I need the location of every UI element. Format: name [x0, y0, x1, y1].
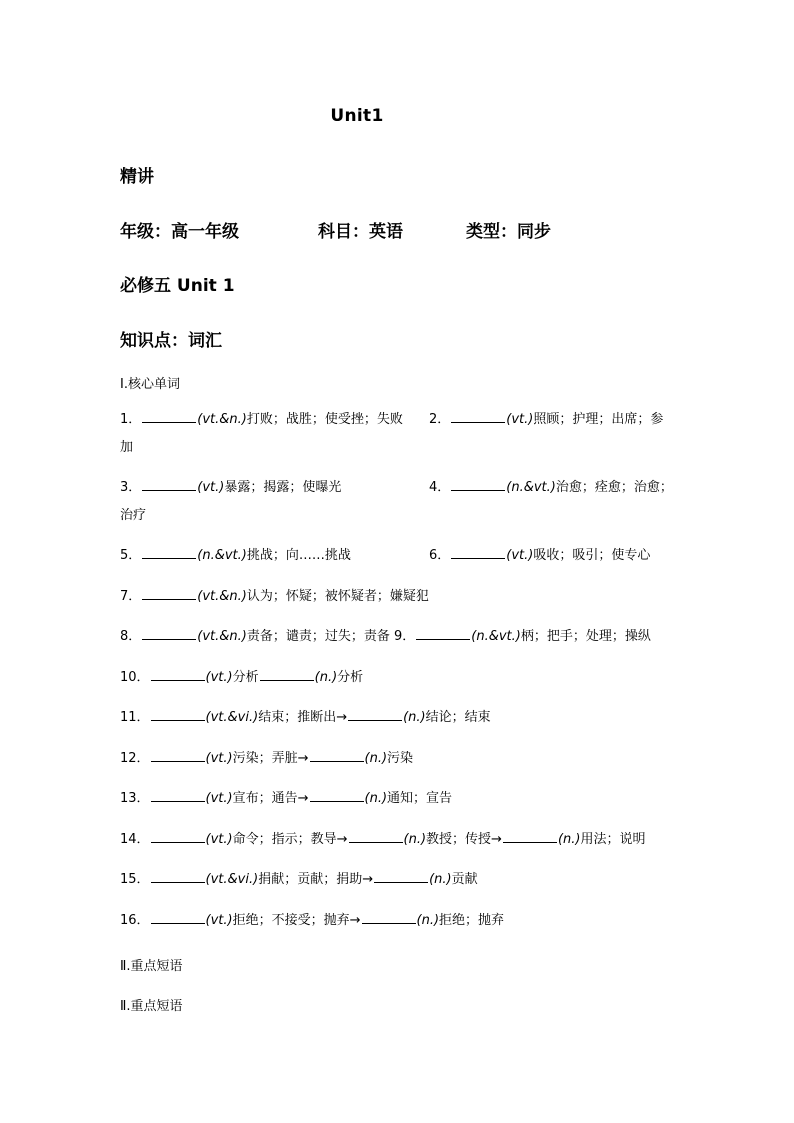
answer-blank[interactable] — [151, 789, 205, 802]
answer-blank[interactable] — [451, 478, 505, 491]
answer-blank[interactable] — [142, 587, 196, 600]
item-number: 11． — [120, 710, 150, 725]
item-number: 10． — [120, 670, 150, 685]
item-number: 13． — [120, 791, 150, 806]
answer-blank[interactable] — [142, 627, 196, 640]
meaning: 暴露；揭露；使曝光 — [224, 480, 342, 495]
answer-blank[interactable] — [374, 870, 428, 883]
part-of-speech: (n.) — [429, 872, 452, 887]
section-key-phrases: Ⅱ.重点短语 — [120, 959, 183, 974]
heading-jingjiang: 精讲 — [120, 167, 154, 187]
vocab-item-4 — [429, 478, 673, 498]
answer-blank[interactable] — [260, 668, 314, 681]
vocab-item-1 — [120, 410, 403, 430]
answer-blank[interactable] — [142, 410, 196, 423]
meaning: 拒绝；抛弃 — [439, 913, 505, 928]
meaning: 认为；怀疑；被怀疑者；嫌疑犯 — [246, 589, 429, 604]
answer-blank[interactable] — [151, 749, 205, 762]
vocab-item-2-continued: 加 — [120, 440, 134, 455]
meaning: 通知；宣告 — [387, 791, 453, 806]
part-of-speech: (vt.&n.) — [197, 629, 247, 644]
answer-blank[interactable] — [151, 668, 205, 681]
meaning: 结论；结束 — [425, 710, 491, 725]
part-of-speech: (vt.) — [205, 913, 233, 928]
part-of-speech: (n.) — [557, 832, 581, 847]
item-number: 2． — [429, 412, 451, 427]
part-of-speech: (n.) — [314, 670, 338, 685]
vocab-item-3 — [120, 478, 341, 498]
meaning: 责备；谴责；过失；责备 9． — [246, 629, 416, 644]
part-of-speech: (vt.) — [205, 751, 233, 766]
answer-blank[interactable] — [348, 708, 402, 721]
subject-label: 科目：英语 — [318, 222, 403, 242]
item-number: 16． — [120, 913, 150, 928]
part-of-speech: (vt.) — [205, 670, 233, 685]
item-number: 15． — [120, 872, 150, 887]
answer-blank[interactable] — [151, 870, 205, 883]
meaning: 分析 — [232, 670, 259, 685]
answer-blank[interactable] — [151, 830, 205, 843]
knowledge-heading: 知识点：词汇 — [120, 331, 222, 351]
part-of-speech: (n.&vt.) — [471, 629, 521, 644]
part-of-speech: (n.) — [364, 791, 388, 806]
vocab-item-6 — [429, 546, 650, 566]
meaning: 打败；战胜；使受挫；失败 — [246, 412, 403, 427]
answer-blank[interactable] — [310, 789, 364, 802]
meaning: 用法；说明 — [580, 832, 646, 847]
part-of-speech: (n.) — [416, 913, 440, 928]
vocab-item-13 — [120, 789, 452, 809]
page-title: Unit1 — [330, 106, 384, 126]
part-of-speech: (vt.) — [197, 480, 225, 495]
answer-blank[interactable] — [142, 478, 196, 491]
meaning: 治愈；痊愈；治愈； — [555, 480, 673, 495]
vocab-item-4-continued: 治疗 — [120, 508, 147, 523]
answer-blank[interactable] — [503, 830, 557, 843]
meaning: 柄；把手；处理；操纵 — [520, 629, 651, 644]
meaning: 吸收；吸引；使专心 — [533, 548, 651, 563]
part-of-speech: (n.) — [403, 832, 427, 847]
part-of-speech: (vt.) — [205, 791, 233, 806]
item-number: 8． — [120, 629, 142, 644]
meaning: 贡献 — [451, 872, 478, 887]
meaning: 命令；指示；教导→ — [232, 832, 348, 847]
item-number: 12． — [120, 751, 150, 766]
part-of-speech: (vt.&vi.) — [205, 872, 259, 887]
answer-blank[interactable] — [349, 830, 403, 843]
part-of-speech: (vt.&n.) — [197, 589, 247, 604]
meaning: 污染；弄脏→ — [232, 751, 309, 766]
grade-label: 年级：高一年级 — [120, 222, 239, 242]
meaning: 结束；推断出→ — [258, 710, 348, 725]
answer-blank[interactable] — [310, 749, 364, 762]
meaning: 污染 — [387, 751, 414, 766]
part-of-speech: (n.) — [403, 710, 426, 725]
meaning: 分析 — [337, 670, 364, 685]
answer-blank[interactable] — [151, 708, 205, 721]
vocab-item-15 — [120, 870, 478, 890]
item-number: 14． — [120, 832, 150, 847]
item-number: 4． — [429, 480, 451, 495]
part-of-speech: (vt.) — [506, 412, 534, 427]
section-key-phrases-repeat: Ⅱ.重点短语 — [120, 999, 183, 1014]
vocab-item-10 — [120, 668, 363, 688]
meaning: 教授；传授→ — [426, 832, 502, 847]
meaning: 捐献；贡献；捐助→ — [258, 872, 374, 887]
module-heading: 必修五 Unit 1 — [120, 276, 235, 296]
part-of-speech: (n.&vt.) — [506, 480, 556, 495]
item-number: 5． — [120, 548, 142, 563]
part-of-speech: (vt.&vi.) — [205, 710, 259, 725]
part-of-speech: (vt.) — [205, 832, 233, 847]
vocab-item-16 — [120, 911, 504, 931]
vocab-item-2 — [429, 410, 663, 430]
vocab-item-12 — [120, 749, 413, 769]
item-number: 1． — [120, 412, 142, 427]
type-label: 类型：同步 — [466, 222, 551, 242]
item-number: 7． — [120, 589, 142, 604]
part-of-speech: (n.&vt.) — [197, 548, 247, 563]
meaning: 宣布；通告→ — [232, 791, 309, 806]
answer-blank[interactable] — [362, 911, 416, 924]
meta-row — [120, 217, 551, 242]
vocab-item-7 — [120, 587, 429, 607]
part-of-speech: (vt.) — [506, 548, 534, 563]
meaning: 照顾；护理；出席；参 — [533, 412, 664, 427]
item-number: 3． — [120, 480, 142, 495]
vocab-item-14 — [120, 830, 645, 850]
answer-blank[interactable] — [451, 546, 505, 559]
meaning: 拒绝；不接受；抛弃→ — [232, 913, 361, 928]
answer-blank[interactable] — [151, 911, 205, 924]
vocab-item-11 — [120, 708, 491, 728]
answer-blank[interactable] — [451, 410, 505, 423]
part-of-speech: (vt.&n.) — [197, 412, 247, 427]
section-core-words: Ⅰ.核心单词 — [120, 377, 180, 392]
vocab-item-5 — [120, 546, 351, 566]
item-number: 6． — [429, 548, 451, 563]
vocab-item-8-9 — [120, 627, 651, 647]
answer-blank[interactable] — [416, 627, 470, 640]
answer-blank[interactable] — [142, 546, 196, 559]
part-of-speech: (n.) — [364, 751, 388, 766]
meaning: 挑战；向……挑战 — [246, 548, 351, 563]
